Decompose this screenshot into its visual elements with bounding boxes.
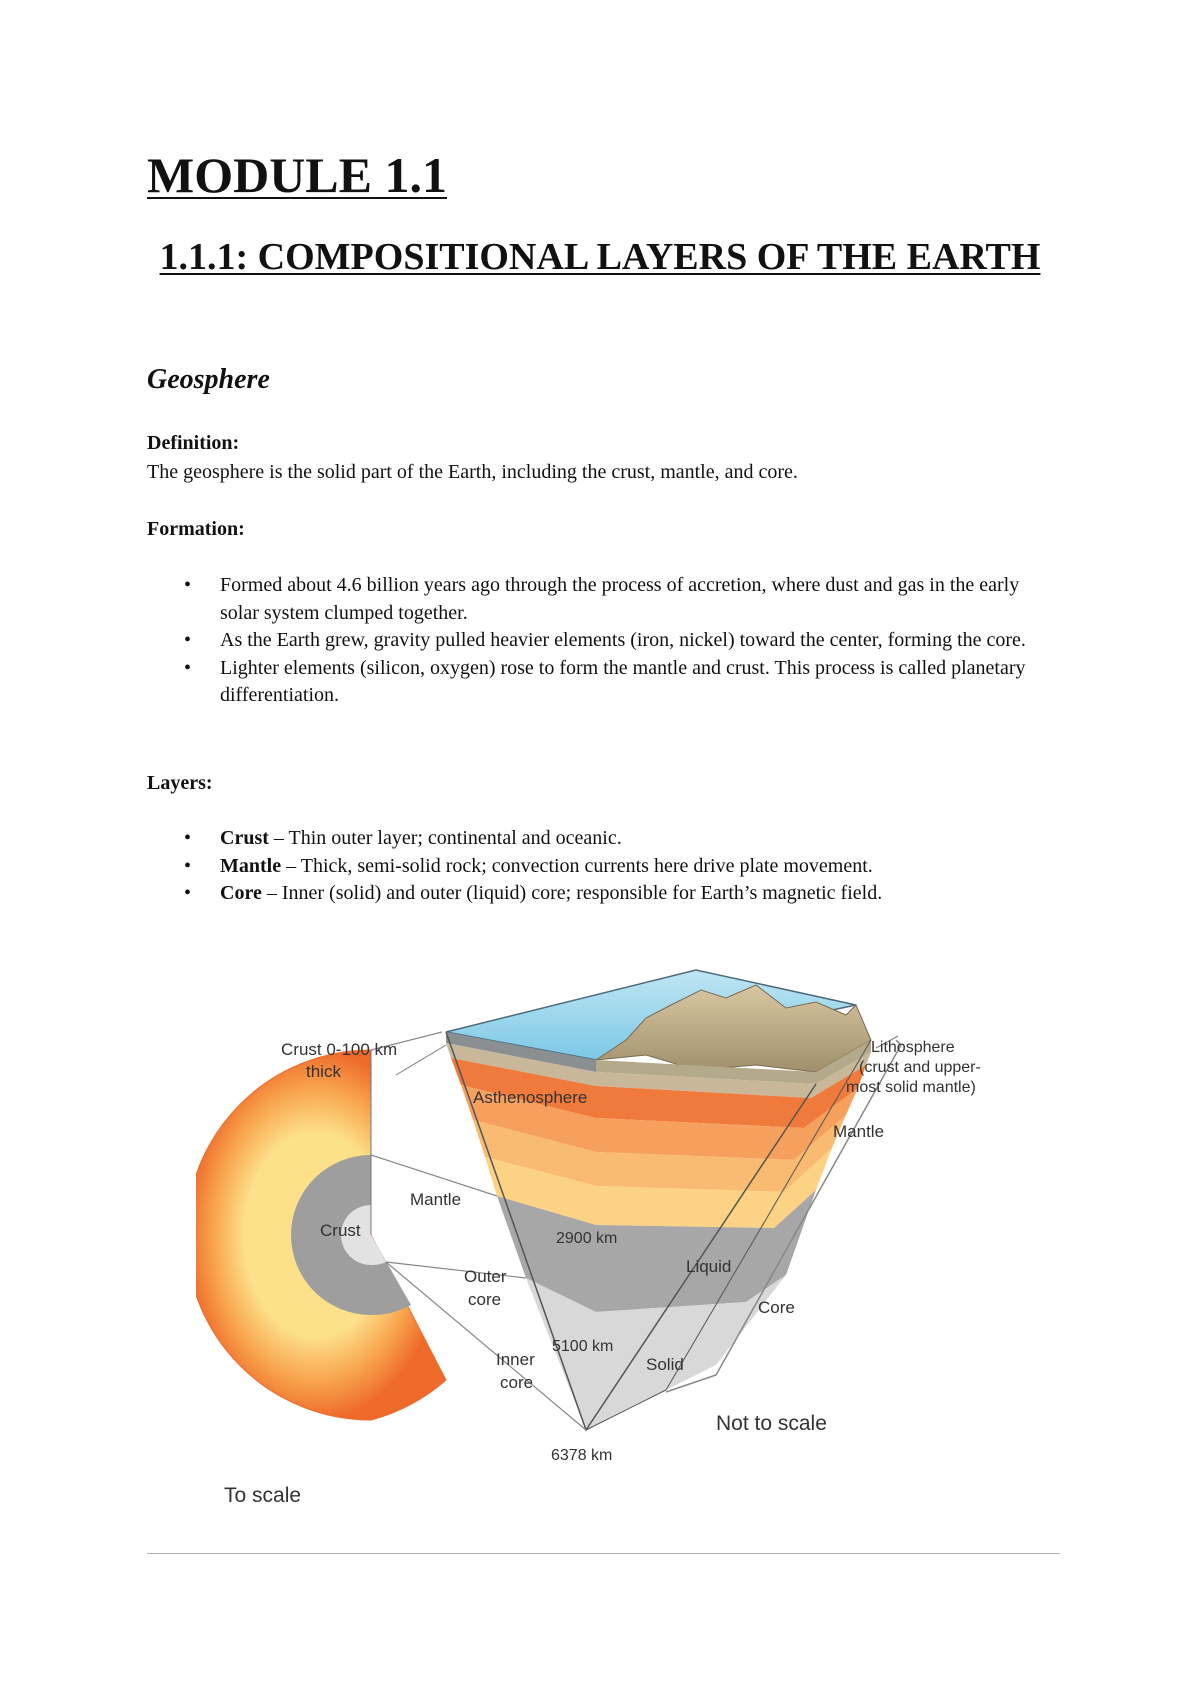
outer-core-label-2: core bbox=[468, 1290, 502, 1309]
not-to-scale-label: Not to scale bbox=[716, 1412, 827, 1435]
layers-list bbox=[147, 825, 1047, 908]
formation-item bbox=[147, 627, 1047, 655]
solid-label: Solid bbox=[646, 1355, 684, 1374]
geosphere-heading: Geosphere bbox=[147, 364, 270, 395]
bullet-icon: • bbox=[184, 656, 192, 679]
mantle-right-label: Mantle bbox=[833, 1122, 885, 1141]
bullet-icon: • bbox=[184, 827, 192, 849]
core-right-label: Core bbox=[758, 1298, 795, 1317]
depth-6378-label: 6378 km bbox=[551, 1447, 613, 1464]
layer-term: Core bbox=[220, 882, 262, 904]
outer-core-label: Outer bbox=[464, 1267, 507, 1286]
lithosphere-label-2: (crust and upper- bbox=[859, 1059, 981, 1076]
crust-thickness-label: Crust 0-100 km bbox=[281, 1040, 398, 1059]
depth-5100-label: 5100 km bbox=[552, 1338, 614, 1355]
definition-label: Definition: bbox=[147, 432, 240, 454]
liquid-label: Liquid bbox=[686, 1257, 732, 1276]
formation-item bbox=[147, 572, 1047, 627]
horizontal-rule bbox=[147, 1553, 1060, 1554]
crust-thickness-label-2: thick bbox=[306, 1062, 341, 1081]
layer-desc: – Inner (solid) and outer (liquid) core; responsible for Earth’s magnetic field. bbox=[261, 882, 883, 904]
mantle-left-label: Mantle bbox=[410, 1190, 462, 1209]
bullet-icon: • bbox=[184, 574, 192, 596]
layer-term: Crust bbox=[220, 827, 269, 849]
section-title: 1.1.1: COMPOSITIONAL LAYERS OF THE EARTH bbox=[159, 236, 1041, 278]
bullet-icon: • bbox=[184, 882, 192, 904]
formation-list bbox=[147, 572, 1047, 710]
earth-layers-svg bbox=[196, 960, 1026, 1530]
earth-layers-diagram bbox=[196, 960, 1026, 1530]
depth-2900-label: 2900 km bbox=[556, 1230, 618, 1247]
inner-core-label-2: core bbox=[500, 1373, 534, 1392]
bullet-icon: • bbox=[184, 629, 192, 651]
layer-item bbox=[147, 880, 1047, 908]
layer-item bbox=[147, 825, 1047, 853]
formation-label: Formation: bbox=[147, 518, 245, 540]
lithosphere-label-3: most solid mantle) bbox=[846, 1079, 976, 1096]
layer-item bbox=[147, 853, 1047, 881]
layer-term: Mantle bbox=[220, 854, 282, 877]
formation-item-text: Lighter elements (silicon, oxygen) rose to form the mantle and crust. This process is called planetary differentiation. bbox=[220, 656, 1026, 706]
lithosphere-label: Lithosphere bbox=[871, 1039, 955, 1056]
crust-pointer bbox=[396, 1045, 446, 1075]
to-scale-label: To scale bbox=[224, 1484, 302, 1507]
crust-small-label: Crust bbox=[320, 1221, 361, 1240]
bullet-icon: • bbox=[184, 854, 192, 877]
formation-item-text: Formed about 4.6 billion years ago through the process of accretion, where dust and gas in the early solar system clumped together. bbox=[220, 574, 1020, 624]
definition-text: The geosphere is the solid part of the Earth, including the crust, mantle, and core. bbox=[147, 461, 798, 483]
formation-item bbox=[147, 655, 1047, 710]
asthenosphere-label: Asthenosphere bbox=[473, 1088, 588, 1107]
formation-item-text: As the Earth grew, gravity pulled heavier elements (iron, nickel) toward the center, forming the core. bbox=[220, 629, 1026, 651]
layer-desc: – Thin outer layer; continental and oceanic. bbox=[268, 827, 622, 849]
module-title: MODULE 1.1 bbox=[147, 147, 447, 203]
inner-core-label: Inner bbox=[496, 1350, 535, 1369]
layer-desc: – Thick, semi-solid rock; convection currents here drive plate movement. bbox=[281, 854, 873, 877]
layers-label: Layers: bbox=[147, 772, 213, 794]
